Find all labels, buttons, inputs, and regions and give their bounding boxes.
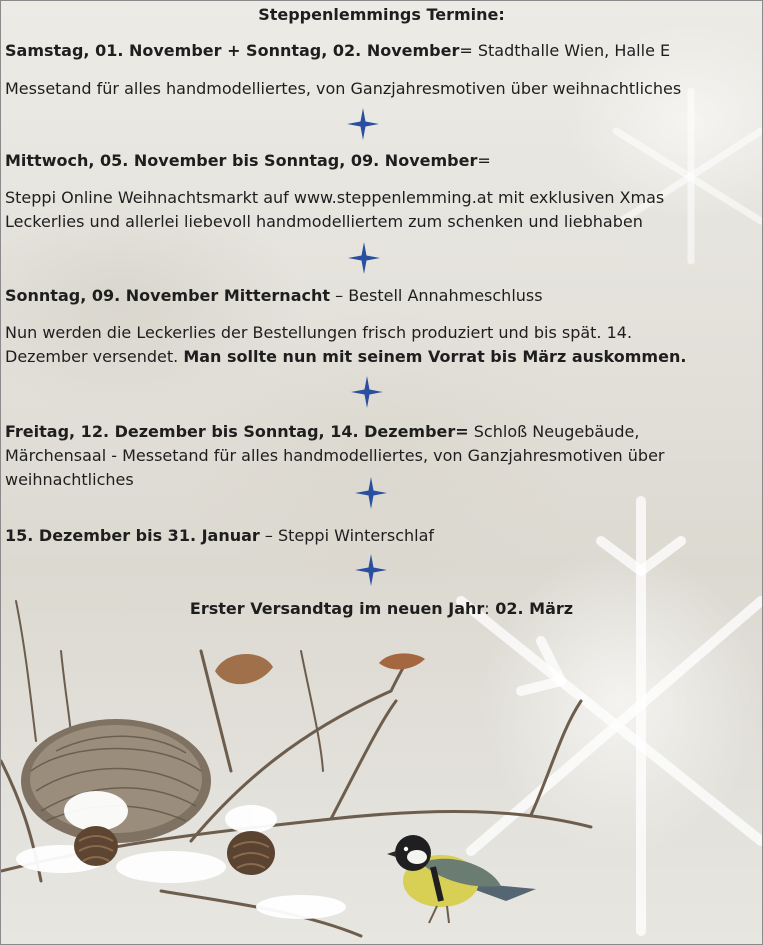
leaf-icon (215, 654, 273, 684)
event-3-description-line1: Nun werden die Leckerlies der Bestellungen frisch produziert und bis spät. 14. (5, 323, 633, 342)
event-5-date: 15. Dezember bis 31. Januar (5, 526, 260, 545)
four-point-star-icon (347, 241, 381, 275)
pine-cone-icon (227, 831, 275, 875)
event-1-description: Messetand für alles handmodelliertes, von Ganzjahresmotiven über weihnachtliches (5, 79, 682, 98)
event-2-description-line1: Steppi Online Weihnachtsmarkt auf www.steppenlemming.at mit exklusiven Xmas (5, 188, 665, 207)
event-1-header (5, 39, 670, 63)
event-4-description-line1: Märchensaal - Messetand für alles handmodelliertes, von Ganzjahresmotiven über (5, 446, 665, 465)
event-3-description-normal: Dezember versendet. (5, 347, 184, 366)
event-4-header (5, 420, 639, 444)
snowflake-icon (616, 91, 761, 261)
event-3-location: Bestell Annahmeschluss (348, 286, 543, 305)
event-2-header (5, 149, 491, 173)
event-2-separator: = (477, 151, 491, 170)
event-4-date: Freitag, 12. Dezember bis Sonntag, 14. Dezember= (5, 422, 469, 441)
bird-icon (387, 835, 536, 923)
four-point-star-icon (354, 553, 388, 587)
event-3-header (5, 284, 543, 308)
event-1-location: Stadthalle Wien, Halle E (472, 41, 671, 60)
leaf-icon (379, 653, 425, 669)
event-3-description-bold: Man sollte nun mit seinem Vorrat bis März auskommen. (183, 347, 687, 366)
event-5-header (5, 524, 434, 548)
event-2-date: Mittwoch, 05. November bis Sonntag, 09. November (5, 151, 478, 170)
event-1-separator: = (459, 41, 473, 60)
event-3-separator: – (330, 286, 349, 305)
four-point-star-icon (354, 476, 388, 510)
four-point-star-icon (350, 375, 384, 409)
first-shipping-day-label: Erster Versandtag im neuen Jahr (189, 599, 485, 618)
event-5-location: Steppi Winterschlaf (277, 526, 435, 545)
event-2-description-line2: Leckerlies und allerlei liebevoll handmodelliertem zum schenken und liebhaben (5, 212, 643, 231)
page-title: Steppenlemmings Termine: (258, 5, 505, 24)
snowflake-icon (461, 501, 761, 931)
first-shipping-day (1, 597, 762, 621)
event-4-description-line2: weihnachtliches (5, 470, 134, 489)
event-3-description-line2 (5, 345, 686, 369)
event-3-date: Sonntag, 09. November Mitternacht (5, 286, 331, 305)
pine-cone-icon (74, 826, 118, 866)
first-shipping-day-value: 02. März (489, 599, 574, 618)
event-5-separator: – (259, 526, 278, 545)
event-4-location: Schloß Neugebäude, (468, 422, 640, 441)
four-point-star-icon (346, 107, 380, 141)
first-shipping-day-colon: : (484, 599, 490, 618)
event-1-date: Samstag, 01. November + Sonntag, 02. November (5, 41, 460, 60)
